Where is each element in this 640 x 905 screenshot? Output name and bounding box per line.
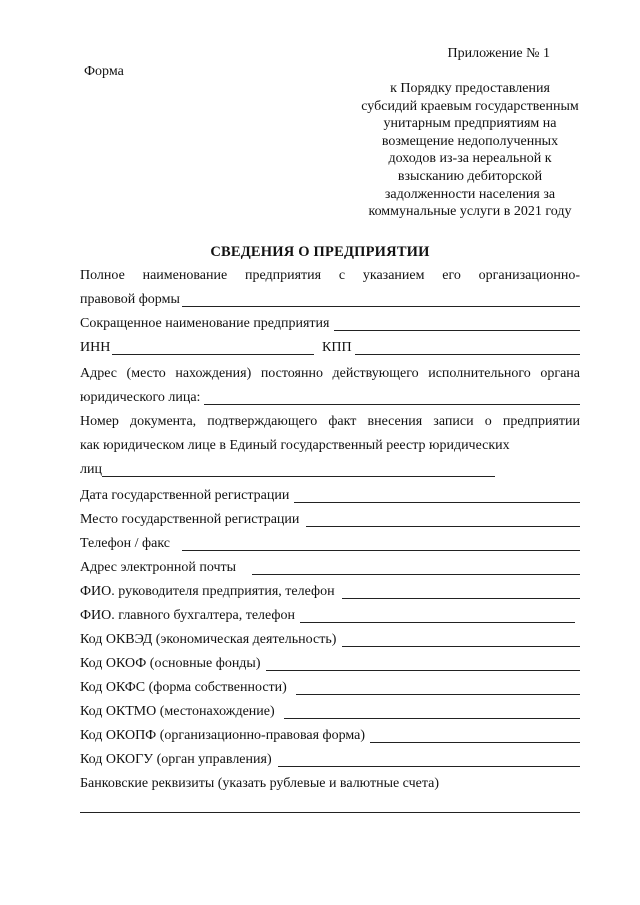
okopf-label: Код ОКОПФ (организационно-правовая форма) [80,728,366,743]
form-label: Форма [84,64,124,79]
okogu-field[interactable] [278,766,580,767]
inn-field[interactable] [112,354,314,355]
address-label-line2: юридического лица: [80,390,201,405]
okved-label: Код ОКВЭД (экономическая деятельность) [80,632,337,647]
full-name-field[interactable] [182,306,580,307]
okogu-label: Код ОКОГУ (орган управления) [80,752,272,767]
appendix-number: Приложение № 1 [447,46,550,61]
reference-line: возмещение недополученных [381,133,559,149]
kpp-label: КПП [322,340,352,355]
reference-line: унитарным предприятиям на [383,116,557,132]
oktmo-label: Код ОКТМО (местонахождение) [80,704,275,719]
director-field[interactable] [342,598,580,599]
email-label: Адрес электронной почты [80,560,237,575]
oktmo-field[interactable] [284,718,580,719]
reference-line: доходов из-за нереальной к [388,151,552,167]
kpp-field[interactable] [355,354,580,355]
page-title: СВЕДЕНИЯ О ПРЕДПРИЯТИИ [210,244,430,260]
email-field[interactable] [252,574,580,575]
reference-block [340,80,600,221]
document-label-line1: Номер документа, подтверждающего факт внесения записи о предприятии [80,414,580,429]
inn-label: ИНН [80,340,111,355]
document-label-line2: как юридическом лице в Единый государственный реестр юридических [80,438,510,453]
reference-line: взысканию дебиторской [397,168,543,184]
reg-place-field[interactable] [306,526,580,527]
bank-label: Банковские реквизиты (указать рублевые и валютные счета) [80,776,440,791]
short-name-field[interactable] [334,330,580,331]
reference-line: задолженности населения за [384,186,556,202]
phone-fax-label: Телефон / факс [80,536,171,551]
okved-field[interactable] [342,646,580,647]
reference-line: к Порядку предоставления [390,81,550,96]
bank-field[interactable] [80,812,580,813]
accountant-field[interactable] [300,622,575,623]
okfs-field[interactable] [296,694,580,695]
okof-field[interactable] [266,670,580,671]
reg-date-label: Дата государственной регистрации [80,488,290,503]
document-field[interactable] [102,476,495,477]
okopf-field[interactable] [370,742,580,743]
okfs-label: Код ОКФС (форма собственности) [80,680,287,695]
reg-date-field[interactable] [294,502,580,503]
accountant-label: ФИО. главного бухгалтера, телефон [80,608,295,623]
full-name-label-line1: Полное наименование предприятия с указанием его организационно- [80,268,580,283]
document-label-line3: лиц [80,462,102,477]
okof-label: Код ОКОФ (основные фонды) [80,656,261,671]
reference-line: коммунальные услуги в 2021 году [368,204,572,220]
phone-fax-field[interactable] [182,550,580,551]
reference-line: субсидий краевым государственным [361,98,579,114]
short-name-label: Сокращенное наименование предприятия [80,316,330,331]
director-label: ФИО. руководителя предприятия, телефон [80,584,335,599]
reg-place-label: Место государственной регистрации [80,512,300,527]
address-label-line1: Адрес (место нахождения) постоянно действующего исполнительного органа [80,366,580,381]
address-field[interactable] [204,404,580,405]
full-name-label-line2: правовой формы [80,292,180,307]
